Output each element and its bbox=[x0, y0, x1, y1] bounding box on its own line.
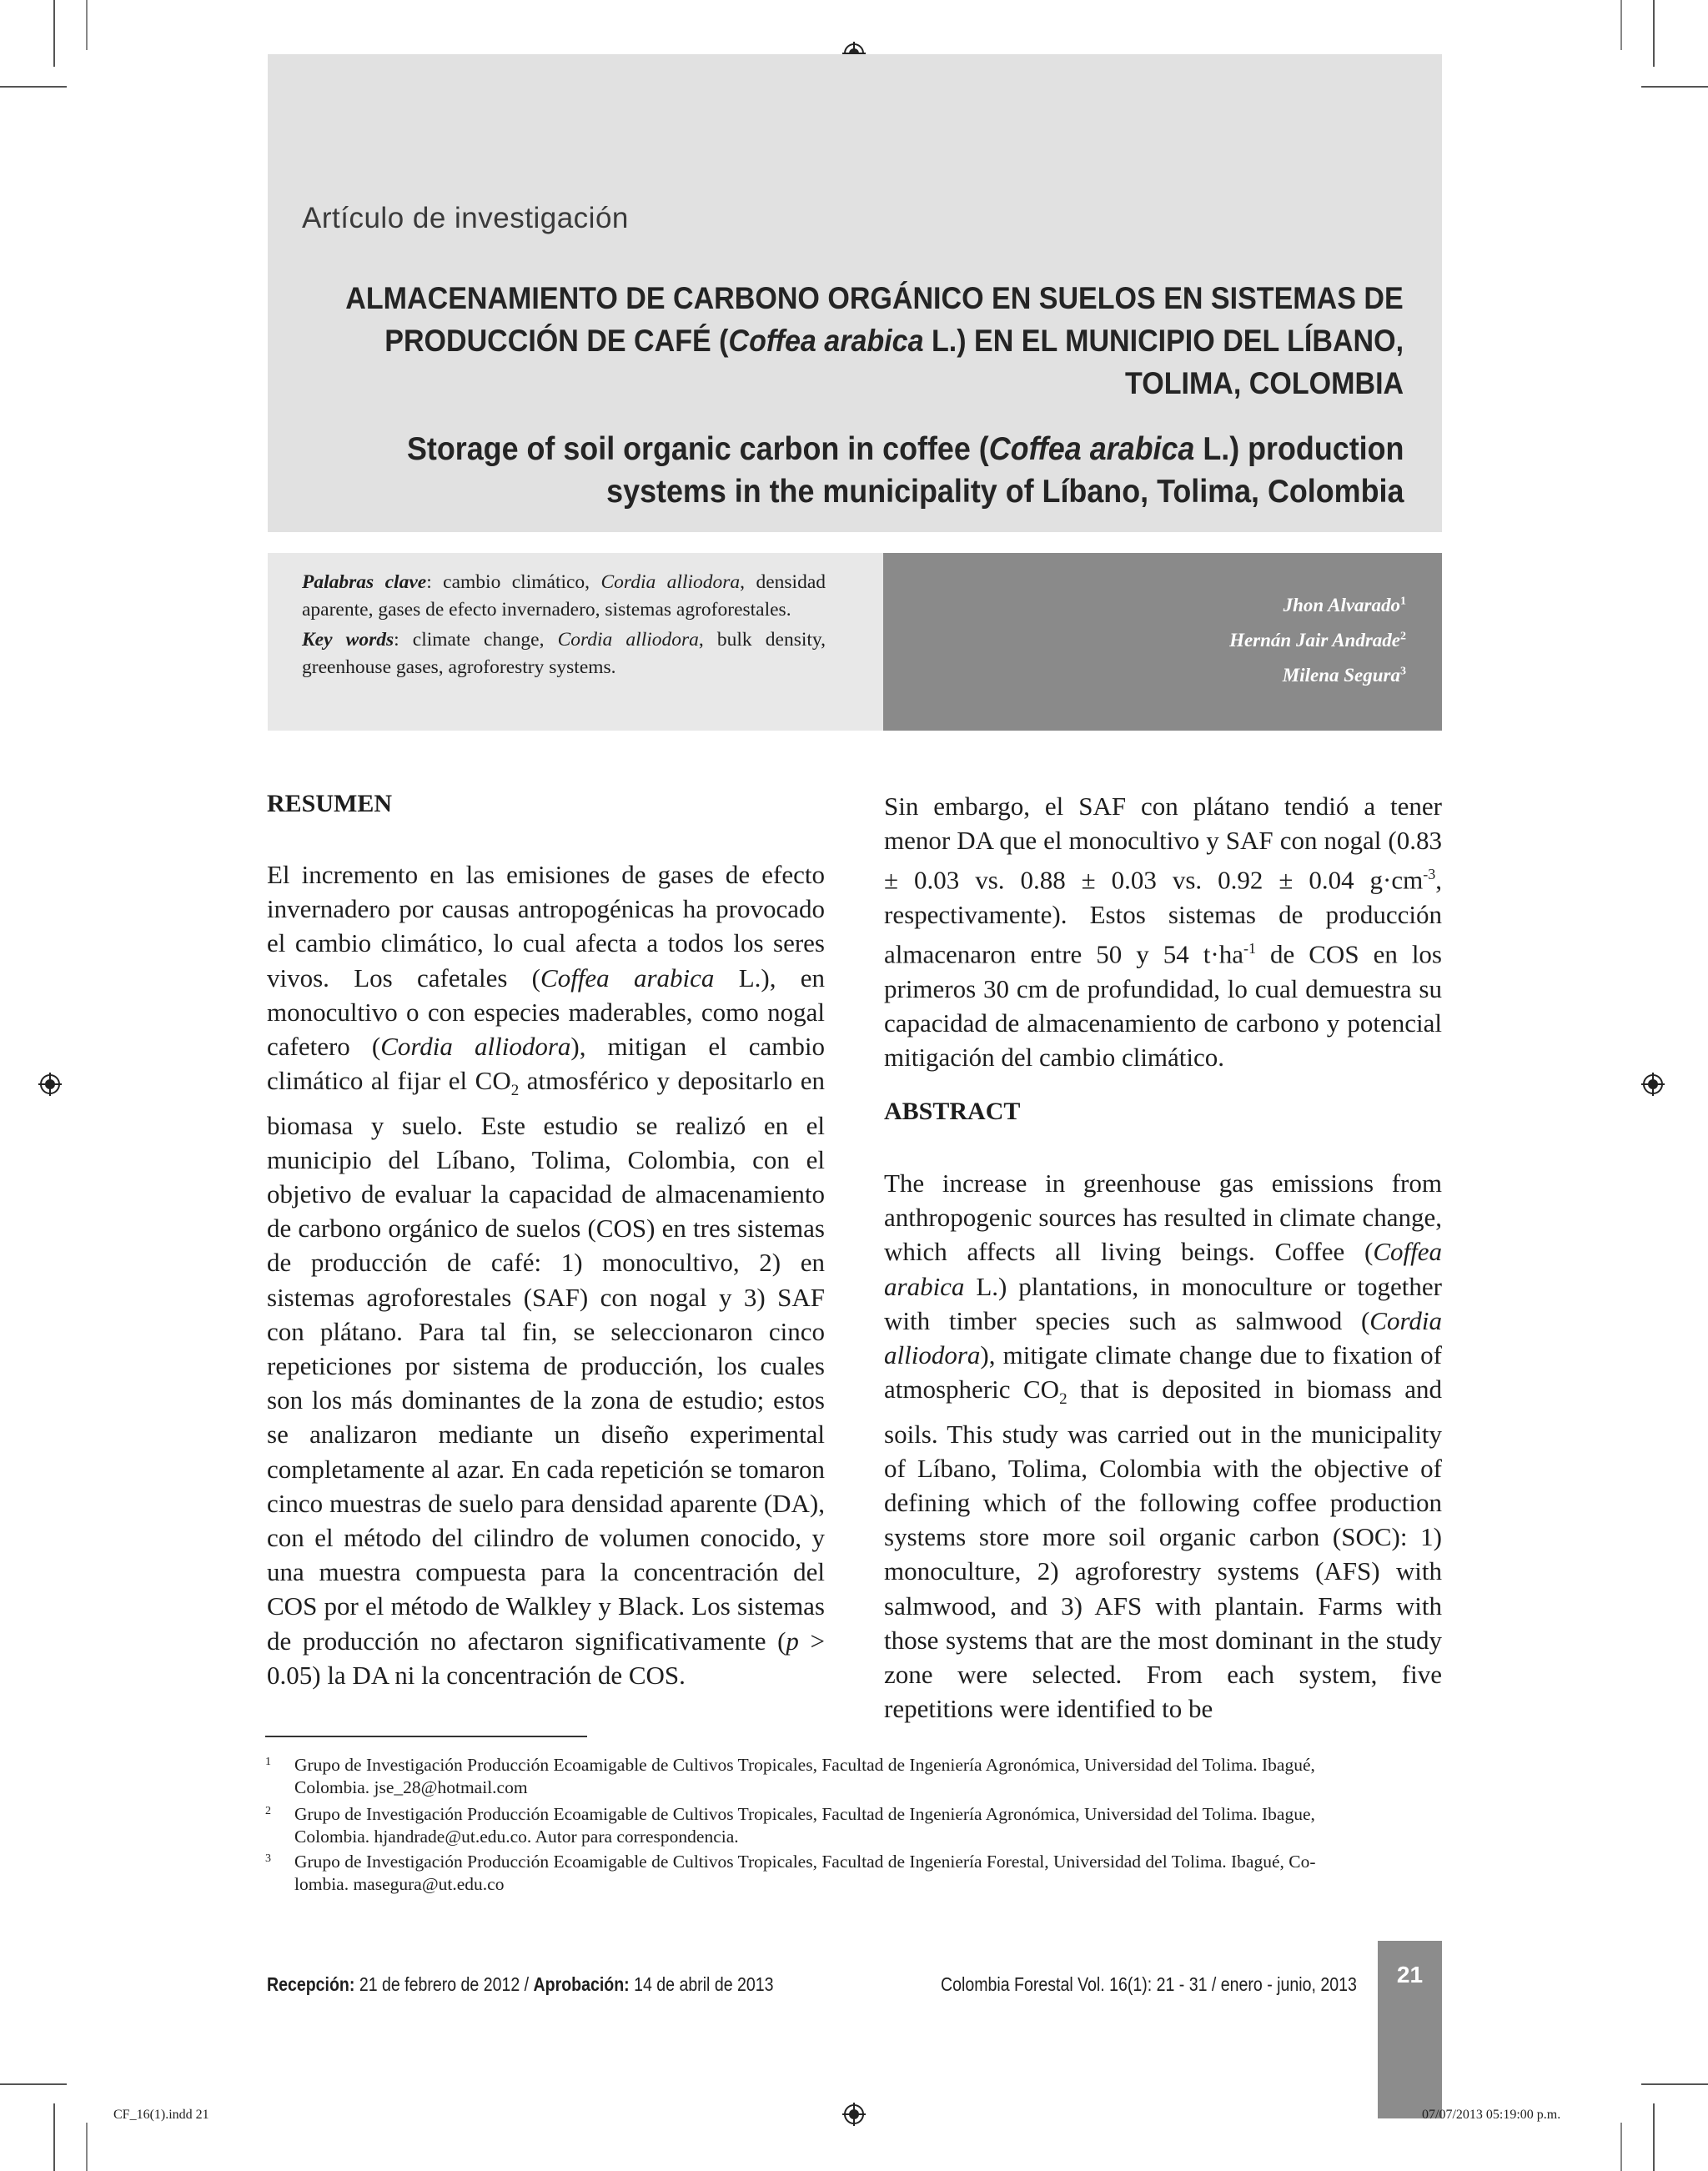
keywords-es: Palabras clave: cambio climático, Cordia alliodora, densidad aparente, gases de efecto invernadero, sistemas agroforestales. bbox=[302, 571, 826, 621]
registration-mark-icon bbox=[38, 1073, 62, 1096]
footnote-2: 2 Grupo de Investigación Producción Ecoamigable de Cultivos Tropicales, Facultad de Ingeniería Agronómica, Universidad del Tolima. Ibague, Colombia. hjandrade@ut.edu.co. Autor para correspondencia. bbox=[265, 1804, 1315, 1847]
abstract-body: The increase in greenhouse gas emissions from anthropogenic sources has resulted in climate change, which affects all living beings. Coffee (Coffea arabica L.) plantations, in monoculture or together with timber species such as salmwood (Cordia alliodora), mitigate climate change due to fixation of atmospheric $CO_2$ that is deposited in biomass and soils. This study was carried out in the municipality of Líbano, Tolima, Colombia with the objective of defining which of the following coffee production systems store more soil organic carbon (SOC): 1) monoculture, 2) agroforestry systems (AFS) with salmwood, and 3) AFS with plantain. Farms with those systems that are the most dominant in the study zone were selected. From each system, five repetitions were identified to be bbox=[884, 1168, 1442, 1724]
title-es-line-2: PRODUCCIÓN DE CAFÉ (Coffea arabica L.) EN EL MUNICIPIO DEL LÍBANO, bbox=[384, 324, 1404, 358]
title-es-line-1: ALMACENAMIENTO DE CARBONO ORGÁNICO EN SUELOS EN SISTEMAS DE bbox=[345, 281, 1404, 315]
crop-mark bbox=[86, 2123, 88, 2171]
crop-mark bbox=[1641, 2083, 1708, 2085]
author-1: Jhon Alvarado$^1$ bbox=[1283, 595, 1406, 616]
journal-citation: Colombia Forestal Vol. 16(1): 21 - 31 / enero - junio, 2013 bbox=[941, 1973, 1357, 1995]
article-type: Artículo de investigación bbox=[302, 202, 629, 234]
registration-mark-icon bbox=[842, 2103, 866, 2126]
reception-dates: Recepción: 21 de febrero de 2012 / Aprobación: 14 de abril de 2013 bbox=[267, 1973, 774, 1995]
title-en-line-2: systems in the municipality of Líbano, Tolima, Colombia bbox=[605, 474, 1404, 510]
crop-mark bbox=[1653, 0, 1655, 67]
title-es-line-3: TOLIMA, COLOMBIA bbox=[1124, 366, 1404, 400]
crop-mark bbox=[1641, 86, 1708, 88]
crop-mark bbox=[1653, 2103, 1655, 2171]
crop-mark bbox=[0, 2083, 67, 2085]
crop-mark bbox=[1620, 0, 1622, 50]
keywords-en: Key words: climate change, Cordia alliodora, bulk density, greenhouse gases, agroforestry systems. bbox=[302, 629, 826, 678]
slug-datetime: 07/07/2013 05:19:00 p.m. bbox=[1422, 2108, 1561, 2122]
abstract-heading: ABSTRACT bbox=[884, 1098, 1021, 1125]
author-3: Milena Segura$^3$ bbox=[1282, 665, 1406, 686]
footnote-3: 3 Grupo de Investigación Producción Ecoamigable de Cultivos Tropicales, Facultad de Ingeniería Forestal, Universidad del Tolima. Ibagué, Co- lombia. masegura@ut.edu.co bbox=[265, 1852, 1316, 1894]
title-en-line-1: Storage of soil organic carbon in coffee (Coffea arabica L.) production bbox=[406, 431, 1404, 467]
footnote-rule bbox=[265, 1736, 587, 1737]
footnote-1: 1 Grupo de Investigación Producción Ecoamigable de Cultivos Tropicales, Facultad de Ingeniería Agronómica, Universidad del Tolima. Ibagué, Colombia. jse_28@hotmail.com bbox=[265, 1755, 1315, 1797]
crop-mark bbox=[86, 0, 88, 50]
keywords-text bbox=[302, 569, 826, 681]
author-2: Hernán Jair Andrade$^2$ bbox=[1229, 630, 1406, 651]
resumen-heading: RESUMEN bbox=[267, 790, 393, 817]
registration-mark-icon bbox=[1641, 1073, 1665, 1096]
page-number: 21 bbox=[1396, 1962, 1424, 1988]
resumen-continued: Sin embargo, el SAF con plátano tendió a tener menor DA que el monocultivo y SAF con nogal (0.83 ± 0.03 vs. 0.88 ± 0.03 vs. 0.92 ± 0.04 $g\cdot cm^{-3}$, respectivamente). Estos sistemas de producción almacenaron entre 50 y 54 $t\cdot ha^{-1}$ de COS en los primeros 30 cm de profundidad, lo cual demuestra su capacidad de almacenamiento de carbono y potencial mitigación del cambio climático. bbox=[884, 792, 1442, 1073]
crop-mark bbox=[53, 0, 55, 67]
slug-file: CF_16(1).indd 21 bbox=[113, 2108, 209, 2122]
resumen-body: El incremento en las emisiones de gases de efecto invernadero por causas antropogénicas ha provocado el cambio climático, lo cual afecta a todos los seres vivos. Los cafetales (Coffea arabica L.), en monocultivo o con especies maderables, como nogal cafetero (Cordia alliodora), mitigan el cambio climático al fijar el $CO_2$ atmosférico y depositarlo en biomasa y suelo. Este estudio se realizó en el municipio del Líbano, Tolima, Colombia, con el objetivo de evaluar la capacidad de almacenamiento de carbono orgánico de suelos (COS) en tres sistemas de producción de café: 1) monocultivo, 2) en sistemas agroforestales (SAF) con nogal y 3) SAF con plátano. Para tal fin, se seleccionaron cinco repeticiones por sistema de producción, los cuales son los más dominantes de la zona de estudio; estos se analizaron mediante un diseño experimental completamente al azar. En cada repetición se tomaron cinco muestras de suelo para densidad aparente (DA), con el método del cilindro de volumen conocido, y una muestra compuesta para la concentración del COS por el método de Walkley y Black. Los sistemas de producción no afectaron significativamente (p > 0.05) la DA ni la concentración de COS. bbox=[267, 860, 826, 1690]
crop-mark bbox=[53, 2103, 55, 2171]
crop-mark bbox=[0, 86, 67, 88]
crop-mark bbox=[1620, 2123, 1622, 2171]
